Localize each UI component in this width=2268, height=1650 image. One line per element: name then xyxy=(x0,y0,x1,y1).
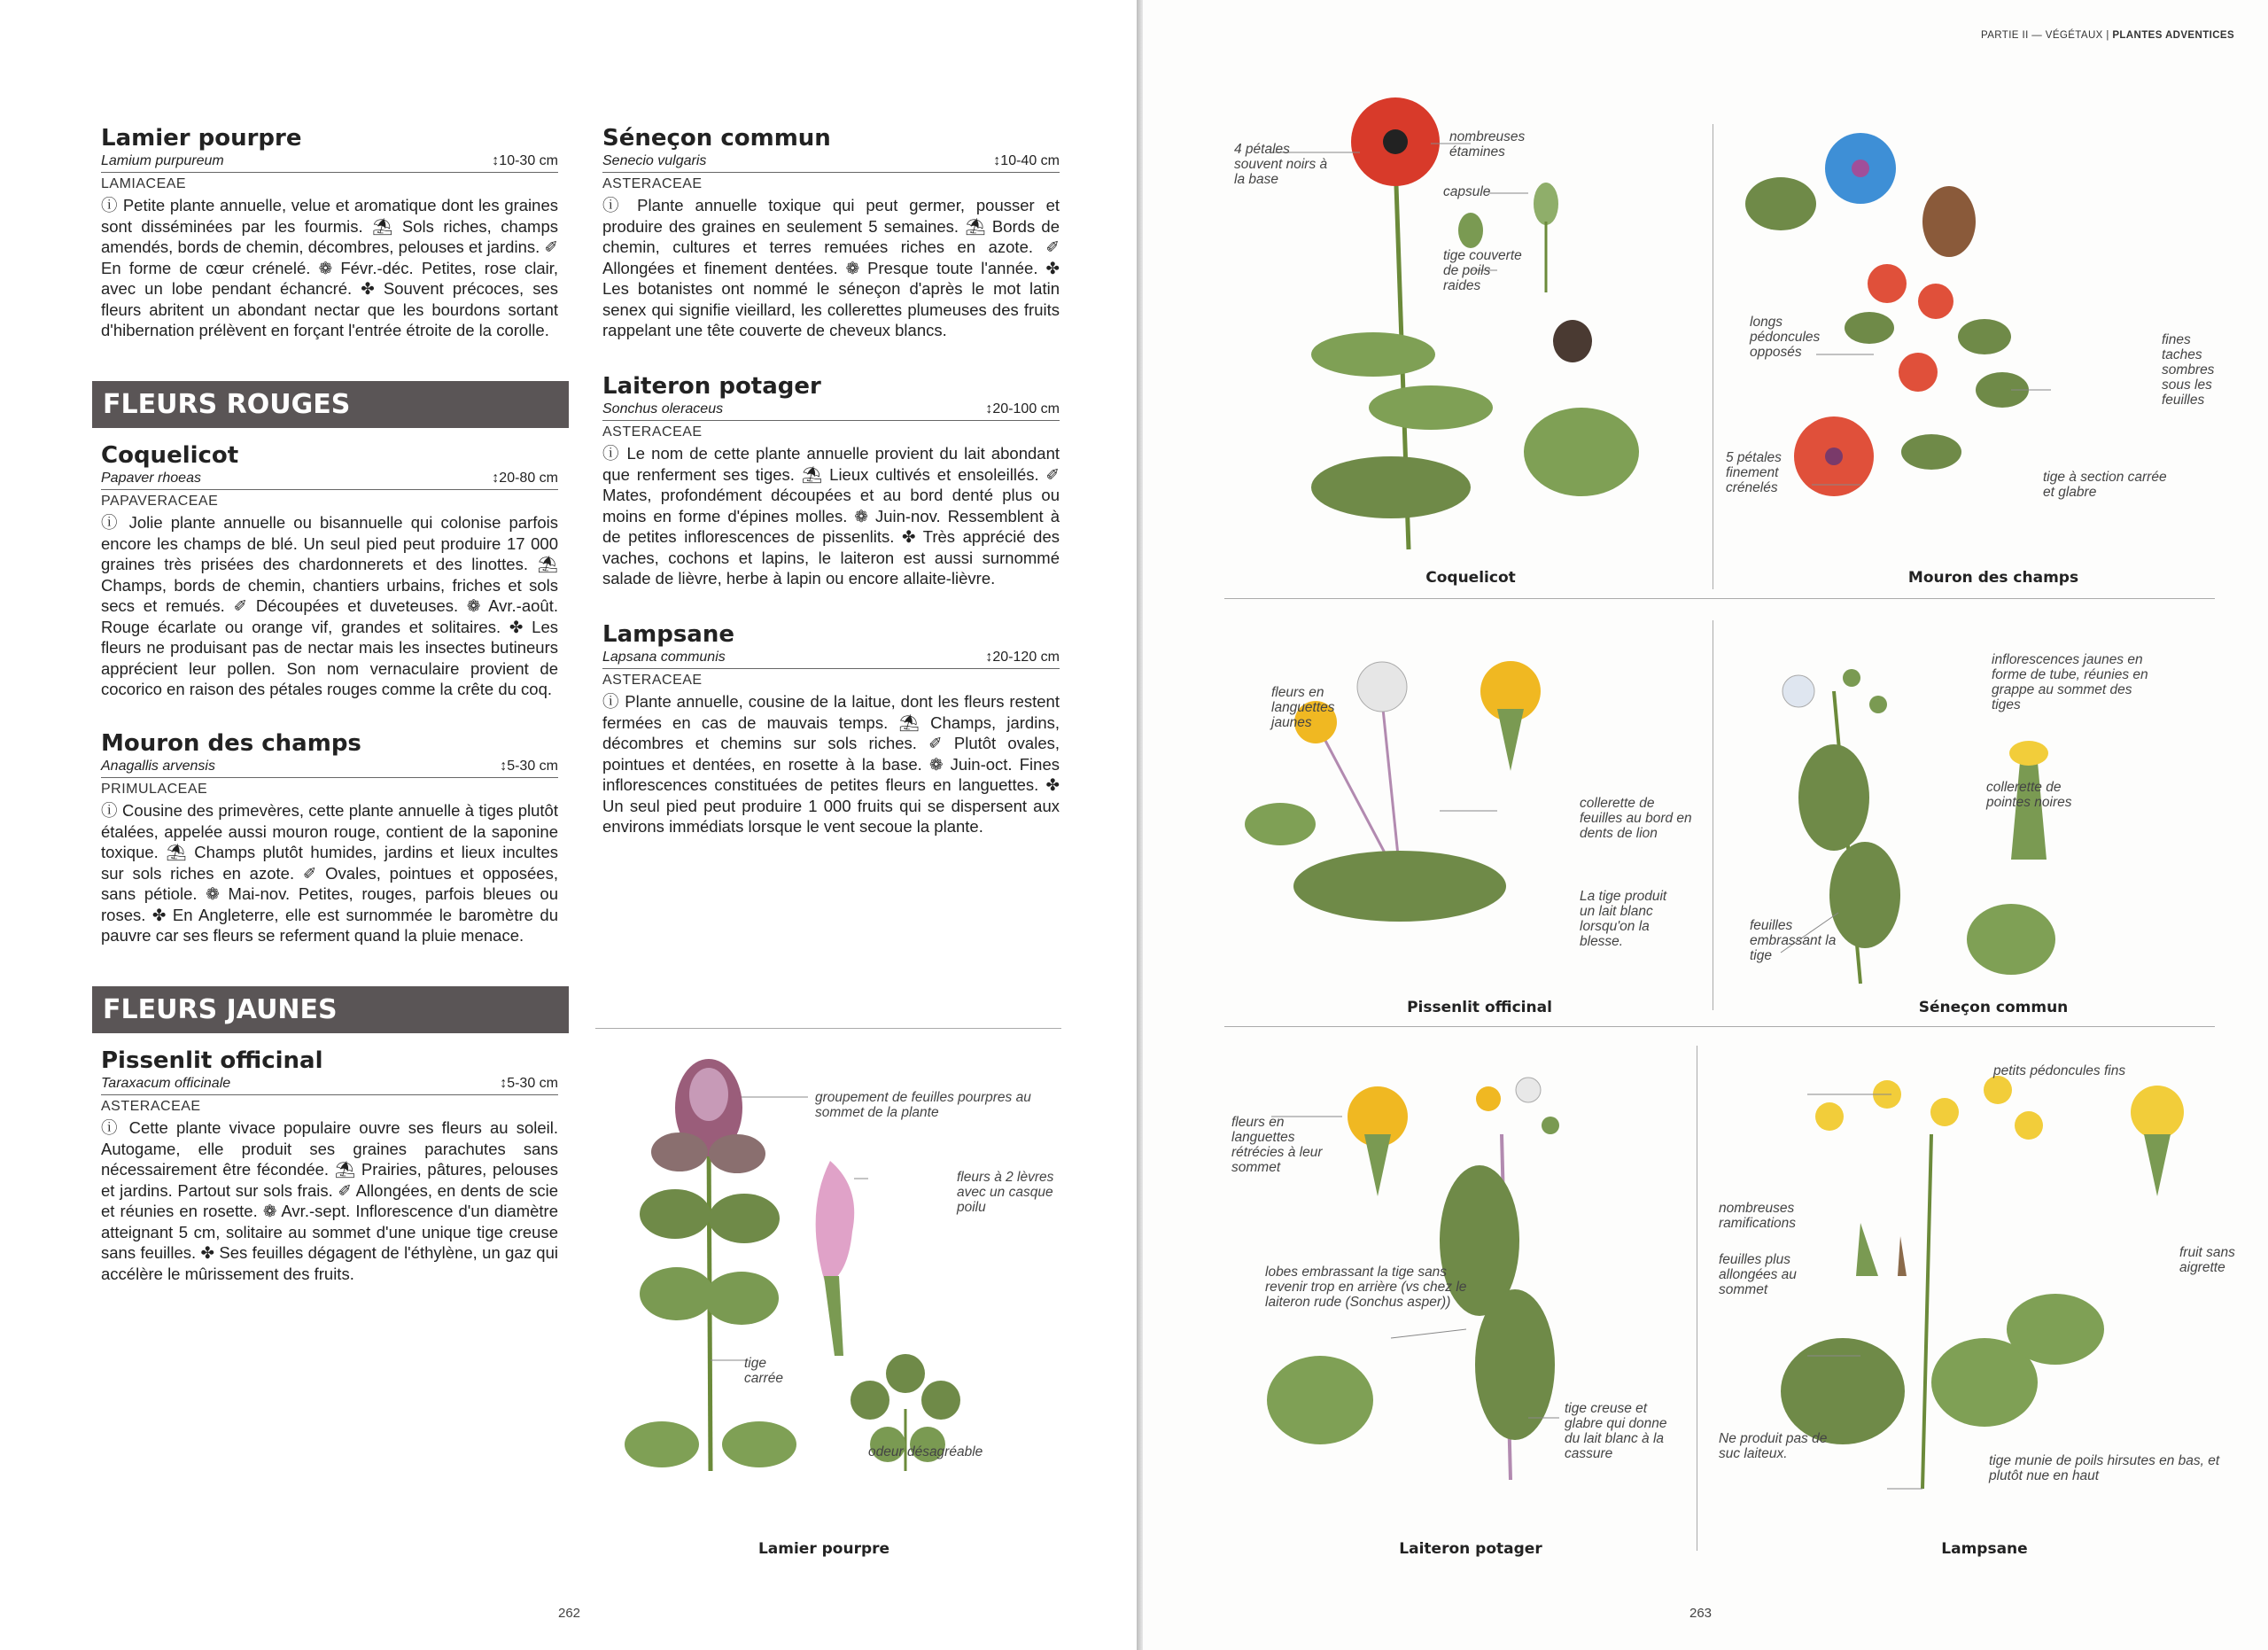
latin-name: Sonchus oleraceus xyxy=(602,401,724,416)
size-range: ↕5-30 cm xyxy=(500,1076,558,1091)
entry-laiteron xyxy=(602,372,1060,589)
size-range: ↕20-80 cm xyxy=(492,471,558,486)
entry-mouron xyxy=(101,729,558,946)
size-range: ↕5-30 cm xyxy=(500,759,558,774)
entry-title: Laiteron potager xyxy=(602,373,821,400)
lamier-flower xyxy=(816,1161,855,1356)
illustration-divider xyxy=(595,1028,1061,1029)
label-fruit-sans-aigrette: fruit sans aigrette xyxy=(2179,1245,2235,1275)
entry-description: ⓘ Jolie plante annuelle ou bisannuelle qui colonise parfois encore les champs de blé. Un seul pied peut produire 17 000 graines très prisées des chardonnerets et des linottes. ⛱ Champs, bords de chemin, chantiers urbains, friches et sols secs et remués. ✐ Découpées et duveteuses. ❁ Avr.-août. Rouge écarlate ou orange vif, grandes et solitaires. ✤ Les fleurs ne produisant pas de nectar mais les insectes butineurs apprécient leur pollen. Son nom vernaculaire provient de cocorico en raison des pétales rouges comme la crête du coq. xyxy=(101,513,558,698)
entry-description: ⓘ Cette plante vivace populaire ouvre ses fleurs au soleil. Autogame, elle produit ses graines parachutes sans nécessairement être fécondée. ⛱ Prairies, pâtures, pelouses et jardins. Partout sur sols frais. ✐ Allongées, en dents de scie et réunies en rosette. ❁ Avr.-sept. Inflorescence d'un diamètre atteignant 5 cm, solitaire au sommet d'une unique tige creuse sans feuilles. ✤ Ses feuilles dégagent de l'éthylène, un gaz qui accélère le mûrissement des fruits. xyxy=(101,1118,558,1283)
size-range: ↕10-30 cm xyxy=(492,153,558,168)
label-taches: fines taches sombres sous les feuilles xyxy=(2162,332,2215,408)
label-lobes: lobes embrassant la tige sans revenir trop en arrière (vs chez le laiteron rude (Sonchus asper)) xyxy=(1265,1265,1467,1310)
label-inflorescences-tube: inflorescences jaunes en forme de tube, réunies en grappe au sommet des tiges xyxy=(1992,652,2148,712)
lamier-plant xyxy=(625,1059,796,1471)
entry-subline xyxy=(602,649,1060,669)
page-number: 263 xyxy=(1689,1606,1713,1621)
family-name: PRIMULACEAE xyxy=(101,782,208,797)
family-name: ASTERACEAE xyxy=(602,673,703,688)
entry-subline xyxy=(602,152,1060,173)
caption-pissenlit: Pissenlit officinal xyxy=(1407,999,1552,1016)
label-capsule: capsule xyxy=(1443,184,1491,199)
latin-name: Papaver rhoeas xyxy=(101,471,201,486)
entry-subline xyxy=(101,152,558,173)
entry-coquelicot xyxy=(101,441,558,700)
caption-laiteron: Laiteron potager xyxy=(1399,1540,1542,1558)
running-header: PARTIE II — VÉGÉTAUX | PLANTES ADVENTICES xyxy=(1981,30,2235,41)
label-languettes-retrecies: fleurs en languettes rétrécies à leur sommet xyxy=(1231,1115,1323,1175)
entry-description: ⓘ Cousine des primevères, cette plante annuelle à tiges plutôt étalées, appelée aussi mouron rouge, contient de la saponine toxique. ⛱ Champs plutôt humides, jardins et lieux incultes sur sols riches en azote. ✐ Ovales, pointues et opposées, sans pétiole. ❁ Mai-nov. Petites, rouges, parfois bleues ou roses. ✤ En Angleterre, elle est surnommée le baromètre du pauvre car ses fleurs se referment quand la pluie menace. xyxy=(101,801,558,945)
entry-subline xyxy=(101,470,558,490)
panel-divider xyxy=(1224,1026,2215,1027)
entry-title: Lamier pourpre xyxy=(101,125,302,152)
label-ramifications: nombreuses ramifications xyxy=(1719,1201,1796,1231)
family-name: ASTERACEAE xyxy=(101,1099,201,1114)
entry-title: Mouron des champs xyxy=(101,730,361,757)
latin-name: Lamium purpureum xyxy=(101,153,224,168)
label-suc-laiteux: Ne produit pas de suc laiteux. xyxy=(1719,1431,1828,1461)
entry-senecon xyxy=(602,124,1060,341)
entry-title: Séneçon commun xyxy=(602,125,831,152)
label-groupement: groupement de feuilles pourpres au sommet de la plante xyxy=(815,1090,1031,1120)
family-name: ASTERACEAE xyxy=(602,424,703,440)
entry-description: ⓘ Plante annuelle toxique qui peut germer, pousser et produire des graines en seulement 5 semaines. ⛱ Bords de chemin, cultures et terres remuées riches en azote. ✐ Allongées et finement dentées. ❁ Presque toute l'année. ✤ Les botanistes ont nommé le séneçon d'après le mot latin senex qui signifie vieillard, les collerettes plumeuses des fruits rappelant une tête couverte de cheveux blancs. xyxy=(602,196,1060,339)
label-fleurs: fleurs à 2 lèvres avec un casque poilu xyxy=(957,1170,1054,1215)
caption-coquelicot: Coquelicot xyxy=(1425,569,1516,587)
size-range: ↕20-120 cm xyxy=(985,650,1060,665)
section-band-rouges: FLEURS ROUGES xyxy=(92,381,569,428)
latin-name: Taraxacum officinale xyxy=(101,1076,231,1091)
right-page xyxy=(1143,0,2268,1650)
label-collerette-noires: collerette de pointes noires xyxy=(1986,780,2072,810)
header-section: PLANTES ADVENTICES xyxy=(2112,30,2235,41)
label-tige: tige carrée xyxy=(744,1356,783,1386)
entry-title: Coquelicot xyxy=(101,442,239,469)
label-feuilles-allongees: feuilles plus allongées au sommet xyxy=(1719,1252,1797,1297)
label-lait-blanc: La tige produit un lait blanc lorsqu'on la blesse. xyxy=(1580,889,1667,949)
caption-mouron: Mouron des champs xyxy=(1907,569,2079,587)
size-range: ↕20-100 cm xyxy=(985,401,1060,416)
entry-title: Pissenlit officinal xyxy=(101,1047,323,1074)
caption-lamier: Lamier pourpre xyxy=(757,1540,890,1558)
label-languettes-jaunes: fleurs en languettes jaunes xyxy=(1271,685,1335,730)
label-collerette-lion: collerette de feuilles au bord en dents de lion xyxy=(1580,796,1692,841)
entry-subline xyxy=(602,401,1060,421)
entry-description: ⓘ Le nom de cette plante annuelle provient du lait abondant que renferment ses tiges. ⛱ Lieux cultivés et ensoleillés. ✐ Mates, profondément découpées et au bord denté plus ou moins en forme d'épines molles. ❁ Juin-nov. Ressemblent à de petites inflorescences de pissenlits. ✤ Très apprécié des vaches, cochons et lapins, le laiteron est aussi surnommé salade de lièvre, herbe à lapin ou encore allaite-lièvre. xyxy=(602,444,1060,588)
entry-pissenlit xyxy=(101,1047,558,1284)
latin-name: Lapsana communis xyxy=(602,650,726,665)
section-band-jaunes: FLEURS JAUNES xyxy=(92,986,569,1033)
lamier-illustration xyxy=(595,1055,1061,1551)
caption-lampsane: Lampsane xyxy=(1941,1540,2028,1558)
label-pedoncules: longs pédoncules opposés xyxy=(1750,315,1821,360)
label-petales: 4 pétales souvent noirs à la base xyxy=(1234,142,1328,187)
family-name: ASTERACEAE xyxy=(602,176,703,191)
entry-description: ⓘ Plante annuelle, cousine de la laitue, dont les fleurs restent fermées en cas de mauvais temps. ⛱ Champs, jardins, décombres et chemins sur sols riches. ✐ Plutôt ovales, pointues et dentées, en rosette à la base. ❁ Juin-oct. Fines inflorescences constituées de petites fleurs en languettes. ✤ Un seul pied peut produire 1 000 fruits qui se dispersent aux environs immédiats lorsque le vent secoue la plante. xyxy=(602,692,1060,836)
panel-divider xyxy=(1224,598,2215,599)
label-odeur: odeur désagréable xyxy=(868,1444,983,1459)
family-name: LAMIACEAE xyxy=(101,176,187,191)
size-range: ↕10-40 cm xyxy=(993,153,1060,168)
latin-name: Anagallis arvensis xyxy=(101,759,215,774)
label-tige-poils: tige couverte de poils raides xyxy=(1443,248,1522,293)
label-pedoncules-fins: petits pédoncules fins xyxy=(1993,1063,2126,1078)
label-tige-poils-hirsutes: tige munie de poils hirsutes en bas, et plutôt nue en haut xyxy=(1989,1453,2220,1483)
book-gutter xyxy=(1137,0,1143,1650)
entry-subline xyxy=(101,758,558,778)
family-name: PAPAVERACEAE xyxy=(101,494,219,509)
label-feuilles-embrassant: feuilles embrassant la tige xyxy=(1750,918,1837,963)
label-etamines: nombreuses étamines xyxy=(1449,129,1526,160)
label-tige-creuse: tige creuse et glabre qui donne du lait blanc à la cassure xyxy=(1565,1401,1667,1461)
latin-name: Senecio vulgaris xyxy=(602,153,707,168)
entry-subline xyxy=(101,1075,558,1095)
label-5-petales: 5 pétales finement crénelés xyxy=(1726,450,1782,495)
header-part: PARTIE II — VÉGÉTAUX xyxy=(1981,30,2103,41)
entry-description: ⓘ Petite plante annuelle, velue et aromatique dont les graines sont disséminées par les fourmis. ⛱ Sols riches, champs amendés, bords de chemin, décombres, pelouses et jardins. ✐ En forme de cœur crénelé. ❁ Févr.-déc. Petites, rose clair, avec un lobe pendant échancré. ✤ Souvent précoces, ses fleurs abritent un abondant nectar que les bourdons sortant d'hibernation prélèvent en forçant l'entrée étroite de la corolle. xyxy=(101,196,558,339)
caption-senecon: Séneçon commun xyxy=(1918,999,2069,1016)
entry-title: Lampsane xyxy=(602,621,734,648)
entry-lampsane xyxy=(602,620,1060,837)
label-tige-carree: tige à section carrée et glabre xyxy=(2043,470,2167,500)
page-number: 262 xyxy=(558,1606,581,1621)
entry-lamier xyxy=(101,124,558,341)
